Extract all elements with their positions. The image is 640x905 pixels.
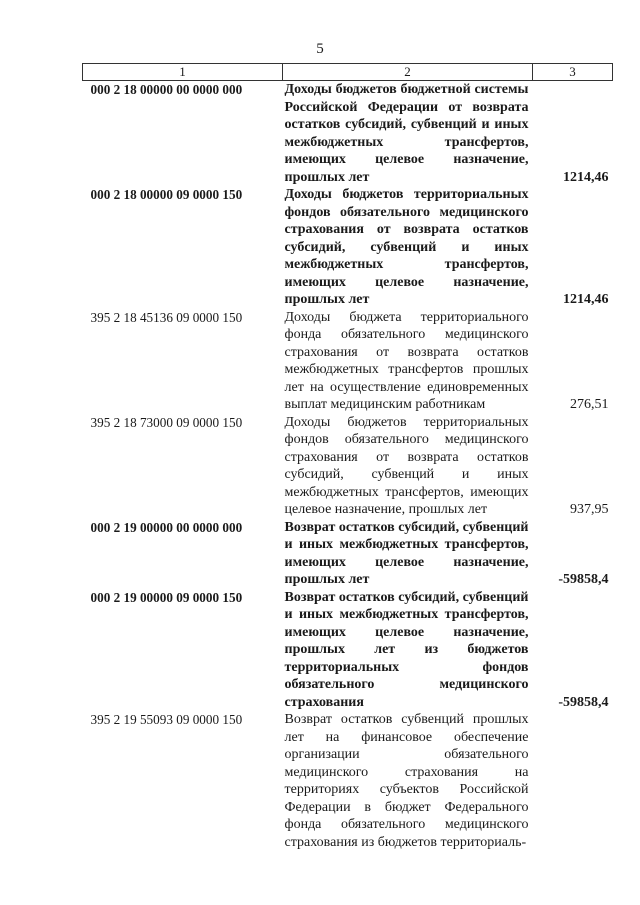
row-description: Возврат остатков субсидий, субвенций и иных межбюджетных трансфертов, имеющих целевое назначение, прошлых лет из бюджетов территориальных фондов обязательного медицинского страхования (284, 589, 529, 710)
table-row (83, 414, 613, 519)
row-description: Доходы бюджетов территориальных фондов обязательного медицинского страхования от возврата остатков субсидий, субвенций и иных межбюджетных трансфертов, имеющих целевое назначение, прошлых лет (284, 414, 529, 517)
row-code: 000 2 18 00000 09 0000 150 (90, 187, 243, 202)
row-amount: 276,51 (570, 397, 609, 412)
table-row (83, 711, 613, 851)
header-col-1: 1 (83, 64, 283, 81)
row-code: 000 2 18 00000 00 0000 000 (90, 82, 243, 97)
table-row (83, 186, 613, 309)
row-amount: -59858,4 (558, 694, 609, 710)
row-amount: 937,95 (570, 502, 609, 517)
row-amount: 1214,46 (563, 169, 609, 185)
row-code: 395 2 19 55093 09 0000 150 (90, 712, 243, 727)
row-code: 000 2 19 00000 09 0000 150 (90, 589, 243, 605)
table-header-row (83, 64, 613, 81)
row-amount: -59858,4 (558, 572, 609, 587)
row-code: 395 2 18 73000 09 0000 150 (90, 414, 243, 430)
row-description: Доходы бюджета территориального фонда обязательного медицинского страхования от возврата остатков межбюджетных трансфертов прошлых лет на осуществление единовременных выплат медицинским работникам (284, 309, 529, 412)
header-col-3: 3 (533, 64, 613, 81)
budget-table (82, 63, 613, 851)
table-row (83, 309, 613, 414)
table-row (83, 589, 613, 712)
row-code: 395 2 18 45136 09 0000 150 (90, 309, 243, 325)
row-amount (533, 711, 613, 851)
row-description: Доходы бюджетов бюджетной системы Российской Федерации от возврата остатков субсидий, субвенций и иных межбюджетных трансфертов, имеющих целевое назначение, прошлых лет (284, 82, 529, 185)
row-description: Доходы бюджетов территориальных фондов обязательного медицинского страхования от возврата остатков субсидий, субвенций и иных межбюджетных трансфертов, имеющих целевое назначение, прошлых лет (284, 187, 529, 307)
header-col-2: 2 (283, 64, 533, 81)
row-code: 000 2 19 00000 00 0000 000 (90, 519, 243, 535)
table-row (83, 81, 613, 187)
row-description: Возврат остатков субсидий, субвенций и иных межбюджетных трансфертов, имеющих целевое назначение, прошлых лет (284, 519, 529, 587)
page-number: 5 (316, 41, 324, 57)
table-row (83, 519, 613, 589)
row-description: Возврат остатков субвенций прошлых лет на финансовое обеспечение организации обязательного медицинского страхования на территориях субъектов Российской Федерации в бюджет Федерального фонда обязательного медицинского страхования из бюджетов территориаль- (284, 712, 529, 850)
row-amount: 1214,46 (563, 292, 609, 307)
